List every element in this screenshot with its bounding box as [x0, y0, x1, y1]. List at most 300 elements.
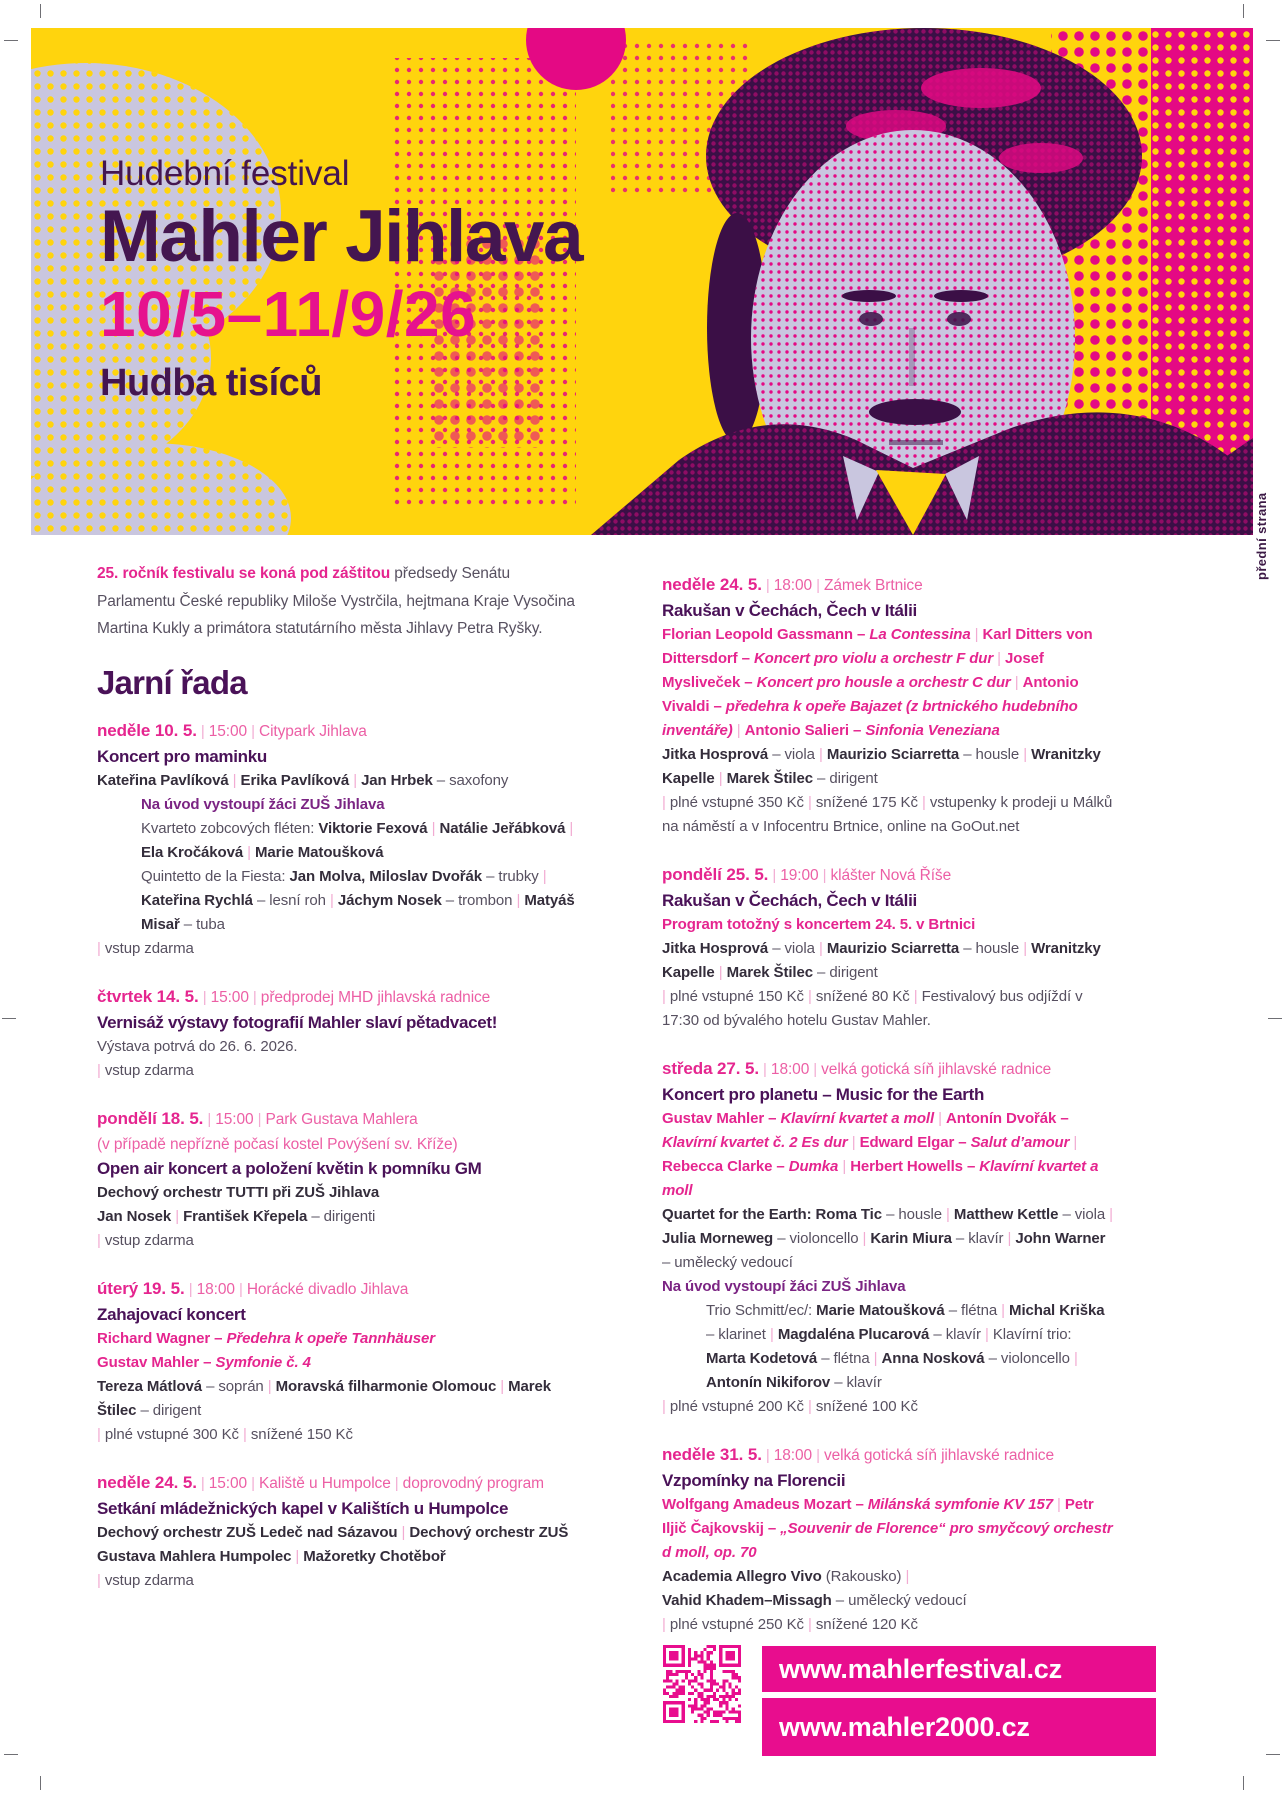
separator: |	[812, 1447, 824, 1464]
event-title: Koncert pro planetu – Music for the Earth	[662, 1085, 985, 1104]
meta-text: 15:00	[215, 1110, 254, 1128]
meta-text: klášter Nová Říše	[830, 867, 952, 884]
detail-text: vstup zdarma	[104, 1061, 194, 1079]
separator: |	[247, 1474, 259, 1492]
separator: |	[1010, 674, 1023, 691]
performer-name: Jitka Hosprová	[662, 940, 769, 957]
events-right	[662, 572, 1114, 1637]
separator: |	[993, 650, 1006, 667]
performer-name: Mažoretky Chotěboř	[303, 1547, 446, 1565]
meta-text: 18:00	[196, 1280, 235, 1298]
meta-text: 18:00	[773, 577, 813, 594]
meta-text: Zámek Brtnice	[823, 577, 923, 594]
detail-text: plné vstupné 250 Kč	[669, 1616, 808, 1633]
separator: |	[565, 819, 574, 837]
program-composer: Richard Wagner –	[97, 1329, 227, 1347]
separator: |	[198, 988, 211, 1006]
separator: |	[812, 577, 824, 594]
separator: |	[196, 1474, 209, 1492]
performer-name: Marie Matoušková	[255, 843, 384, 861]
event-line	[97, 865, 579, 937]
detail-text: Festivalový bus odjíždí v 17:30 od bývalého hotelu Gustav Mahler.	[662, 988, 1083, 1029]
meta-text: 15:00	[208, 722, 248, 740]
separator: |	[247, 722, 259, 740]
separator: |	[807, 1398, 816, 1415]
event-line	[97, 1181, 579, 1205]
separator: |	[862, 1230, 871, 1247]
performer-name: Marek Štilec	[97, 1377, 552, 1419]
crop-mark	[1268, 1018, 1282, 1019]
event-line	[662, 1565, 1114, 1589]
festival-url: www.mahlerfestival.cz	[779, 1653, 1062, 1684]
event-header	[662, 572, 1114, 599]
meta-text: 18:00	[773, 1447, 813, 1464]
mahler2000-url-banner	[762, 1698, 1156, 1756]
performer-name: Magdaléna Plucarová	[777, 1326, 930, 1343]
performer-name: Jitka Hosprová	[662, 746, 769, 763]
event-line	[662, 913, 1114, 937]
separator: |	[818, 746, 827, 763]
performer-name: František Křepela	[183, 1207, 308, 1225]
separator: |	[758, 1061, 771, 1078]
festival-banner	[31, 28, 1253, 535]
program-work: Symfonie č. 4	[215, 1353, 311, 1371]
event-line	[97, 1327, 579, 1351]
detail-text: Quintetto de la Fiesta:	[141, 867, 290, 885]
event-line	[97, 817, 579, 865]
performer-name: Dechový orchestr ZUŠ Gustava Mahlera Humpolec	[97, 1523, 569, 1565]
performer-name: Jan Molva, Miloslav Dvořák	[289, 867, 483, 885]
festival-subtitle: Hudba tisíců	[100, 361, 323, 404]
performer-name: Marek Štilec	[726, 770, 813, 787]
separator: |	[662, 1398, 670, 1415]
detail-text: – trubky	[482, 867, 543, 885]
crop-mark	[1243, 4, 1244, 18]
detail-text: (Rakousko)	[821, 1568, 906, 1585]
separator: |	[1109, 1206, 1113, 1223]
separator: |	[242, 1425, 251, 1443]
event-title: Open air koncert a položení květin k pomníku GM	[97, 1158, 482, 1178]
event-title: Zahajovací koncert	[97, 1304, 246, 1324]
crop-mark	[1266, 40, 1280, 41]
performer-name: Viktorie Fexová	[318, 819, 428, 837]
performer-name: Kateřina Pavlíková	[97, 771, 229, 789]
separator: |	[809, 1061, 822, 1078]
meta-text: Kaliště u Humpolce	[258, 1474, 391, 1492]
detail-text: – viola	[1058, 1206, 1110, 1223]
detail-text: plné vstupné 150 Kč	[669, 988, 808, 1005]
event-line	[662, 1299, 1114, 1395]
program-work: Klavírní kvartet a moll	[780, 1110, 935, 1127]
separator: |	[97, 1571, 105, 1589]
detail-text: – dirigenti	[307, 1207, 376, 1225]
separator: |	[184, 1280, 197, 1298]
detail-text: – klarinet	[706, 1326, 770, 1343]
program-work: Klavírní kvartet č. 2 Es dur	[662, 1134, 848, 1151]
separator: |	[196, 722, 209, 740]
separator: |	[1052, 1496, 1065, 1513]
event-header	[97, 1470, 579, 1497]
detail-text: – violoncello	[773, 1230, 863, 1247]
program-composer: Gustav Mahler –	[662, 1110, 781, 1127]
event-line	[97, 1521, 579, 1569]
detail-text: Výstava potrvá do 26. 6. 2026.	[97, 1037, 298, 1055]
program-composer: Florian Leopold Gassmann –	[662, 626, 870, 643]
detail-text: snížené 100 Kč	[815, 1398, 918, 1415]
detail-text: – flétna	[944, 1302, 1002, 1319]
performer-name: Maurizio Sciarretta	[826, 746, 960, 763]
event-line	[97, 1351, 579, 1375]
event-block	[662, 1442, 1114, 1637]
separator: |	[768, 867, 781, 884]
program-column-right	[662, 560, 1114, 1637]
event-line	[97, 1229, 579, 1253]
event-line	[97, 1059, 579, 1083]
event-line	[662, 743, 1114, 791]
event-title: Rakušan v Čechách, Čech v Itálii	[662, 891, 917, 910]
program-work: Dumka	[788, 1158, 839, 1175]
separator: |	[921, 794, 930, 811]
program-work: Koncert pro violu a orchestr F dur	[753, 650, 994, 667]
meta-text: 15:00	[210, 988, 249, 1006]
separator: |	[761, 1447, 774, 1464]
separator: |	[946, 1206, 954, 1223]
detail-text: vstup zdarma	[104, 1231, 194, 1249]
separator: |	[1069, 1134, 1078, 1151]
meta-text: 19:00	[780, 867, 819, 884]
program-work: Salut d’amour	[970, 1134, 1070, 1151]
separator: |	[905, 1568, 910, 1585]
event-line	[97, 937, 579, 961]
program-composer: Petr Iljič Čajkovskij –	[662, 1496, 1094, 1537]
event-block	[662, 1056, 1114, 1419]
detail-text: – klavír	[830, 1374, 882, 1391]
event-block	[97, 1106, 579, 1253]
performer-name: Wranitzky Kapelle	[662, 746, 1101, 787]
separator: |	[714, 964, 727, 981]
crop-mark	[40, 1776, 41, 1790]
separator: |	[769, 1326, 778, 1343]
event-line	[97, 1569, 579, 1593]
program-composer: Antonio Vivaldi –	[662, 674, 1079, 715]
performer-name: Matyáš Misař	[141, 891, 575, 933]
separator: |	[267, 1377, 276, 1395]
patronage-paragraph	[97, 560, 579, 643]
separator: |	[427, 819, 440, 837]
separator: |	[516, 891, 525, 909]
event-line	[662, 1613, 1114, 1637]
performer-name: Quartet for the Earth: Roma Tic	[662, 1206, 882, 1223]
performer-name: Jan Nosek	[97, 1207, 172, 1225]
event-header	[97, 984, 579, 1011]
program-column-left	[97, 560, 579, 1593]
event-line	[662, 1107, 1114, 1203]
performer-name: Karin Miura	[870, 1230, 952, 1247]
intro-note: Na úvod vystoupí žáci ZUŠ Jihlava	[662, 1278, 906, 1295]
separator: |	[97, 1061, 105, 1079]
program-work: předehra k opeře Bajazet (z brtnického hudebního inventáře)	[662, 698, 1078, 739]
program-work: Koncert pro housle a orchestr C dur	[756, 674, 1011, 691]
crop-mark	[2, 1018, 16, 1019]
festival-kicker: Hudební festival	[100, 154, 350, 193]
meta-text: 15:00	[208, 1474, 248, 1492]
crop-mark	[40, 4, 41, 18]
performer-name: John Warner	[1015, 1230, 1106, 1247]
mahler2000-url: www.mahler2000.cz	[779, 1711, 1030, 1742]
performer-name: Kateřina Rychlá	[141, 891, 253, 909]
program-composer: Antonín Dvořák –	[946, 1110, 1069, 1127]
program-composer: Herbert Howells –	[850, 1158, 980, 1175]
performer-name: Marta Kodetová	[706, 1350, 818, 1367]
meta-text: Park Gustava Mahlera	[265, 1110, 418, 1128]
detail-text: – umělecký vedoucí	[831, 1592, 967, 1609]
program-work: Sinfonia Veneziana	[865, 722, 1000, 739]
separator: |	[807, 1616, 816, 1633]
separator: |	[807, 794, 816, 811]
performer-name: Antonín Nikiforov	[706, 1374, 831, 1391]
events-left	[97, 718, 579, 1593]
performer-name: Jáchym Nosek	[337, 891, 442, 909]
separator: |	[228, 771, 241, 789]
detail-text: – housle	[959, 746, 1024, 763]
performer-name: Marek Štilec	[726, 964, 813, 981]
event-date: úterý 19. 5.	[97, 1278, 185, 1298]
separator: |	[985, 1326, 993, 1343]
event-line	[97, 1423, 579, 1447]
qr-code	[663, 1645, 741, 1723]
detail-text: – viola	[768, 940, 819, 957]
separator: |	[714, 770, 727, 787]
performer-name: Moravská filharmonie Olomouc	[275, 1377, 497, 1395]
separator: |	[838, 1158, 851, 1175]
performer-name: Erika Pavlíková	[240, 771, 350, 789]
detail-text: – tuba	[179, 915, 225, 933]
separator: |	[203, 1110, 216, 1128]
separator: |	[807, 988, 816, 1005]
event-header	[662, 862, 1114, 889]
event-line	[662, 985, 1114, 1033]
program-composer: Antonio Salieri –	[744, 722, 866, 739]
separator: |	[934, 1110, 946, 1127]
event-line	[662, 623, 1114, 743]
performer-name: Wranitzky Kapelle	[662, 940, 1101, 981]
program-work: La Contessina	[869, 626, 971, 643]
separator: |	[248, 988, 261, 1006]
separator: |	[496, 1377, 509, 1395]
event-block	[97, 1470, 579, 1593]
detail-text: plné vstupné 200 Kč	[669, 1398, 808, 1415]
performer-name: Academia Allegro Vivo	[662, 1568, 822, 1585]
event-title: Vzpomínky na Florencii	[662, 1471, 846, 1490]
event-header	[97, 1276, 579, 1303]
performer-name: Matthew Kettle	[953, 1206, 1059, 1223]
performer-name: Marie Matoušková	[816, 1302, 945, 1319]
separator: |	[390, 1474, 403, 1492]
event-line	[662, 1275, 1114, 1299]
meta-text: předprodej MHD jihlavská radnice	[260, 988, 491, 1006]
program-work: Klavírní kvartet a moll	[662, 1158, 1099, 1199]
performer-name: Julia Morneweg	[662, 1230, 774, 1247]
crop-mark	[1243, 1776, 1244, 1790]
event-line	[662, 937, 1114, 985]
separator: |	[732, 722, 745, 739]
performer-name: Natálie Jeřábková	[439, 819, 566, 837]
detail-text: – violoncello	[984, 1350, 1074, 1367]
event-title: Koncert pro maminku	[97, 746, 267, 766]
performer-name: Dechový orchestr TUTTI při ZUŠ Jihlava	[97, 1183, 380, 1201]
event-line	[97, 793, 579, 817]
separator: |	[397, 1523, 410, 1541]
event-line	[97, 769, 579, 793]
separator: |	[662, 794, 670, 811]
detail-text: plné vstupné 350 Kč	[669, 794, 808, 811]
event-date: neděle 10. 5.	[97, 720, 197, 740]
program-composer: Karl Ditters von Dittersdorf –	[662, 626, 1093, 667]
separator: |	[818, 867, 831, 884]
festival-dates: 10/5–11/9/26	[100, 278, 477, 351]
program-composer: Josef Mysliveček –	[662, 650, 1044, 691]
program-composer: Gustav Mahler –	[97, 1353, 216, 1371]
program-work: Milánská symfonie KV 157	[867, 1496, 1053, 1513]
detail-text: plné vstupné 300 Kč	[104, 1425, 243, 1443]
separator: |	[171, 1207, 184, 1225]
separator: |	[97, 1425, 105, 1443]
detail-text: – housle	[959, 940, 1024, 957]
separator: |	[1001, 1302, 1010, 1319]
event-line	[662, 791, 1114, 839]
event-title: Vernisáž výstavy fotografií Mahler slaví pětadvacet!	[97, 1012, 498, 1032]
event-title: Rakušan v Čechách, Čech v Itálii	[662, 601, 917, 620]
event-block	[97, 1276, 579, 1447]
event-date: neděle 24. 5.	[662, 575, 762, 594]
separator: |	[542, 867, 547, 885]
season-heading: Jarní řada	[97, 663, 247, 701]
performer-name: Vahid Khadem–Missagh	[662, 1592, 832, 1609]
event-block	[97, 984, 579, 1083]
detail-text: – flétna	[817, 1350, 874, 1367]
event-line	[662, 1493, 1114, 1565]
event-date: neděle 31. 5.	[662, 1445, 762, 1464]
detail-text: – dirigent	[812, 964, 878, 981]
event-header	[97, 1106, 579, 1133]
detail-text: – dirigent	[136, 1401, 202, 1419]
detail-text: snížené 175 Kč	[815, 794, 922, 811]
separator: |	[873, 1350, 882, 1367]
detail-text: – lesní roh	[252, 891, 330, 909]
program-work: „Souvenir de Florence“ pro smyčcový orchestr d moll, op. 70	[662, 1520, 1113, 1561]
meta-text: doprovodný program	[402, 1474, 544, 1492]
performer-name: Jan Hrbek	[361, 771, 433, 789]
detail-text: snížené 80 Kč	[815, 988, 914, 1005]
event-block	[662, 862, 1114, 1033]
page-side-label: přední strana	[1254, 492, 1269, 580]
crop-mark	[4, 40, 18, 41]
separator: |	[97, 939, 105, 957]
event-block	[662, 572, 1114, 839]
detail-text: vstup zdarma	[104, 939, 194, 957]
performer-name: Tereza Mátlová	[97, 1377, 203, 1395]
event-date: středa 27. 5.	[662, 1059, 759, 1078]
program-composer: Wolfgang Amadeus Mozart –	[662, 1496, 868, 1513]
separator: |	[970, 626, 983, 643]
detail-text: – trombon	[441, 891, 517, 909]
detail-text: – housle	[882, 1206, 947, 1223]
separator: |	[1023, 746, 1032, 763]
event-line	[662, 1589, 1114, 1613]
separator: |	[761, 577, 774, 594]
separator: |	[291, 1547, 304, 1565]
patronage-lead: 25. ročník festivalu se koná pod záštitou	[97, 565, 391, 582]
program-composer: Program totožný s koncertem 24. 5. v Brtnici	[662, 916, 976, 933]
separator: |	[97, 1231, 105, 1249]
event-line	[97, 1375, 579, 1423]
event-date: pondělí 18. 5.	[97, 1108, 204, 1128]
meta-text: Horácké divadlo Jihlava	[246, 1280, 409, 1298]
performer-name: Dechový orchestr ZUŠ Ledeč nad Sázavou	[97, 1523, 398, 1541]
separator: |	[662, 1616, 670, 1633]
separator: |	[1073, 1350, 1078, 1367]
detail-text: – viola	[768, 746, 819, 763]
detail-text: snížené 120 Kč	[815, 1616, 918, 1633]
performer-name: Anna Nosková	[881, 1350, 985, 1367]
event-title: Setkání mládežnických kapel v Kalištích u Humpolce	[97, 1498, 509, 1518]
separator: |	[662, 988, 670, 1005]
event-date: neděle 24. 5.	[97, 1472, 197, 1492]
detail-text: – dirigent	[812, 770, 878, 787]
separator: |	[329, 891, 338, 909]
detail-text: Kvarteto zobcových fléten:	[141, 819, 319, 837]
event-header	[662, 1056, 1114, 1083]
festival-url-banner	[762, 1646, 1156, 1692]
detail-text: – klavír	[951, 1230, 1008, 1247]
event-header	[97, 718, 579, 745]
event-date: pondělí 25. 5.	[662, 865, 769, 884]
banner-text-block	[100, 154, 582, 405]
performer-name: Ela Kročáková	[141, 843, 244, 861]
event-line	[97, 1035, 579, 1059]
event-date: čtvrtek 14. 5.	[97, 986, 199, 1006]
detail-text: Trio Schmitt/ec/:	[706, 1302, 817, 1319]
detail-text: vstup zdarma	[104, 1571, 194, 1589]
intro-note: Na úvod vystoupí žáci ZUŠ Jihlava	[141, 795, 385, 813]
detail-text: – saxofony	[432, 771, 509, 789]
meta-text: Citypark Jihlava	[258, 722, 367, 740]
patronage-text: předsedy Senátu Parlamentu České republiky Miloše Vystrčila, hejtmana Kraje Vysočina Martina Kukly a primátora statutárního města Jihlavy Petra Ryšky.	[97, 565, 575, 637]
performer-name: Michal Kriška	[1009, 1302, 1105, 1319]
venue-note: (v případě nepřízně počasí kostel Povýšení sv. Kříže)	[97, 1135, 458, 1153]
detail-text: snížené 150 Kč	[250, 1425, 353, 1443]
detail-text: – soprán	[202, 1377, 268, 1395]
program-work: Předehra k opeře Tannhäuser	[226, 1329, 435, 1347]
separator: |	[253, 1110, 266, 1128]
detail-text: – umělecký vedoucí	[662, 1254, 793, 1271]
detail-text: vstupenky k prodeji u Málků na náměstí a v Infocentru Brtnice, online na GoOut.net	[662, 794, 1113, 835]
performer-name: Maurizio Sciarretta	[826, 940, 960, 957]
meta-text: velká gotická síň jihlavské radnice	[821, 1061, 1052, 1078]
separator: |	[847, 1134, 860, 1151]
event-header	[662, 1442, 1114, 1469]
separator: |	[243, 843, 256, 861]
detail-text: – klavír	[929, 1326, 985, 1343]
meta-text: velká gotická síň jihlavské radnice	[823, 1447, 1054, 1464]
separator: |	[818, 940, 827, 957]
separator: |	[234, 1280, 247, 1298]
crop-mark	[1266, 1754, 1280, 1755]
crop-mark	[4, 1754, 18, 1755]
event-block	[97, 718, 579, 961]
separator: |	[349, 771, 362, 789]
separator: |	[1023, 940, 1032, 957]
